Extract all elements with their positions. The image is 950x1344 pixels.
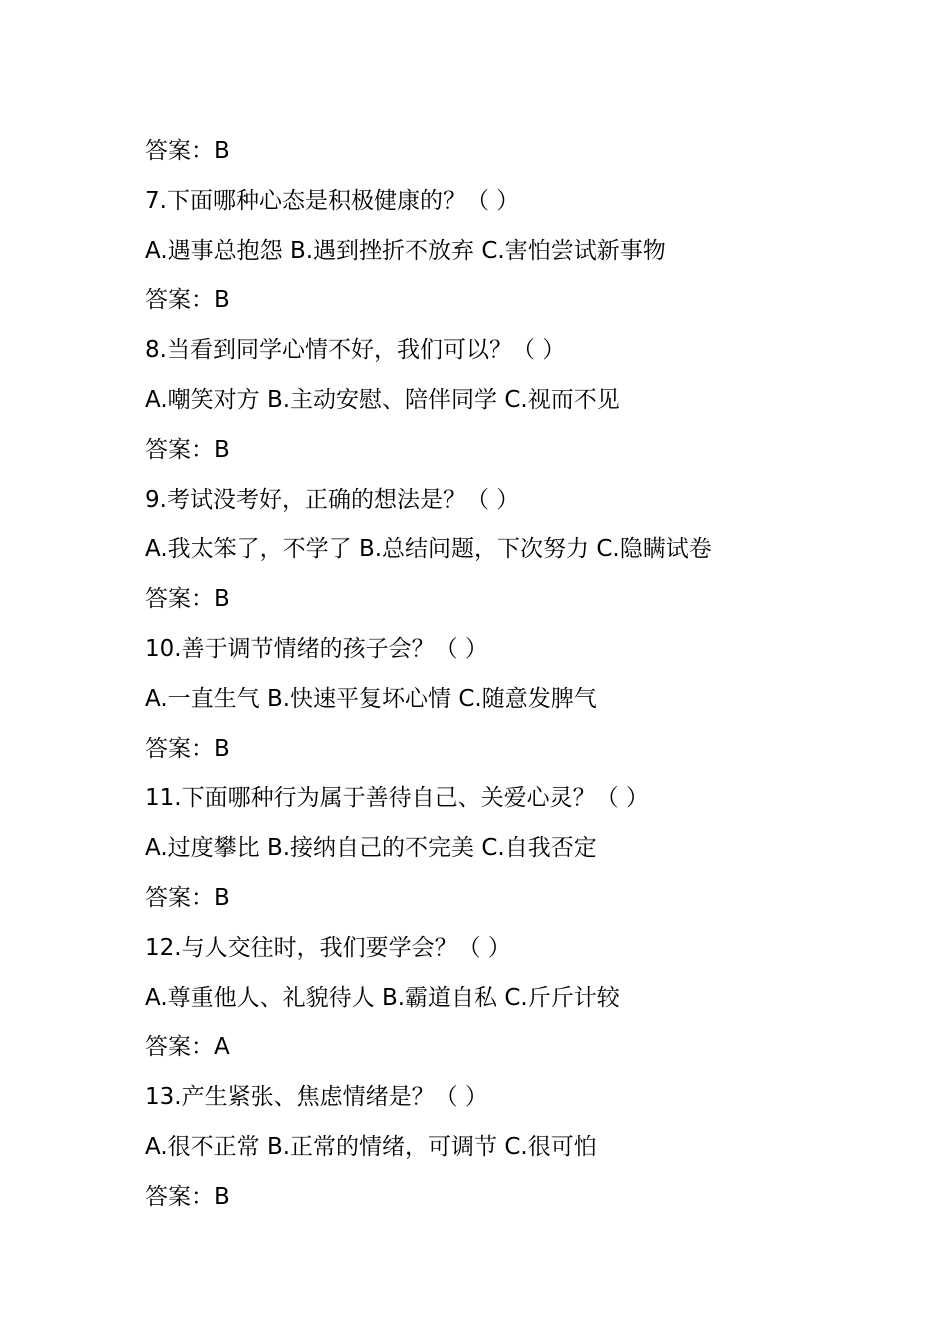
answer-13: 答案：B — [145, 1183, 230, 1210]
options-9: A.我太笨了，不学了 B.总结问题，下次努力 C.隐瞒试卷 — [145, 536, 712, 563]
answer-12: 答案：A — [145, 1034, 230, 1061]
answer-11: 答案：B — [145, 884, 230, 911]
options-7: A.遇事总抱怨 B.遇到挫折不放弃 C.害怕尝试新事物 — [145, 237, 666, 264]
options-13: A.很不正常 B.正常的情绪，可调节 C.很可怕 — [145, 1133, 597, 1160]
question-9: 9.考试没考好，正确的想法是？（ ） — [145, 486, 520, 513]
options-10: A.一直生气 B.快速平复坏心情 C.随意发脾气 — [145, 685, 597, 712]
question-12: 12.与人交往时，我们要学会？（ ） — [145, 934, 511, 961]
options-12: A.尊重他人、礼貌待人 B.霸道自私 C.斤斤计较 — [145, 984, 620, 1011]
answer-line: 答案：B — [145, 138, 230, 164]
quiz-content — [145, 127, 885, 1223]
answer-7: 答案：B — [145, 287, 230, 314]
answer-10: 答案：B — [145, 735, 230, 762]
question-10: 10.善于调节情绪的孩子会？（ ） — [145, 635, 488, 662]
options-11: A.过度攀比 B.接纳自己的不完美 C.自我否定 — [145, 835, 597, 862]
options-8: A.嘲笑对方 B.主动安慰、陪伴同学 C.视而不见 — [145, 386, 620, 413]
question-11: 11.下面哪种行为属于善待自己、关爱心灵？（ ） — [145, 785, 649, 812]
question-13: 13.产生紧张、焦虑情绪是？（ ） — [145, 1084, 488, 1111]
answer-9: 答案：B — [145, 586, 230, 613]
answer-8: 答案：B — [145, 436, 230, 463]
question-8: 8.当看到同学心情不好，我们可以？（ ） — [145, 337, 566, 364]
question-7: 7.下面哪种心态是积极健康的？（ ） — [145, 187, 520, 214]
